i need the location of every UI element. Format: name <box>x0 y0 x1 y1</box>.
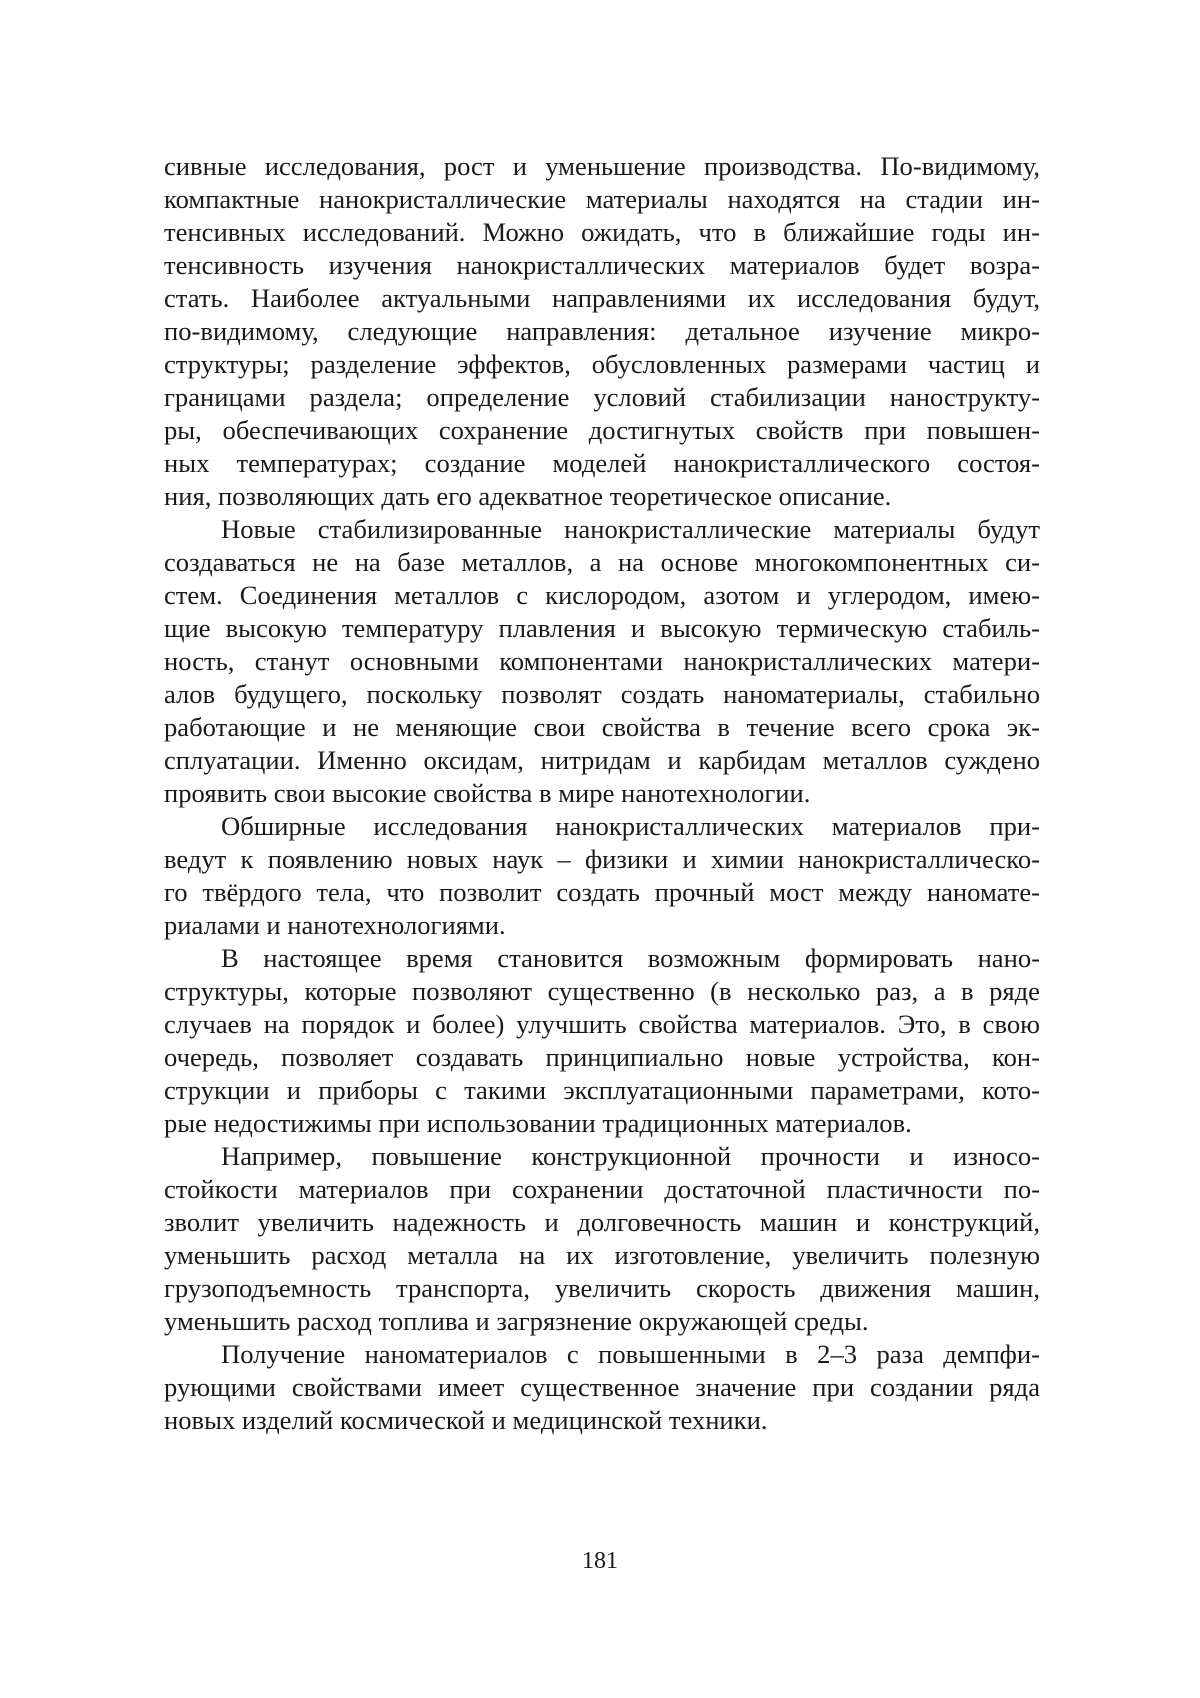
text-line: щие высокую температуру плавления и высокую термическую стабиль- <box>164 613 1040 643</box>
text-line: границами раздела; определение условий стабилизации нанострукту- <box>164 382 1040 412</box>
text-line: Например, повышение конструкционной прочности и износо- <box>221 1141 1040 1171</box>
page-body <box>164 150 1040 1437</box>
text-line: тенсивных исследований. Можно ожидать, что в ближайшие годы ин- <box>164 217 1040 247</box>
text-line: структуры; разделение эффектов, обусловленных размерами частиц и <box>164 349 1040 379</box>
text-line: уменьшить расход металла на их изготовление, увеличить полезную <box>164 1240 1040 1270</box>
text-line: по-видимому, следующие направления: детальное изучение микро- <box>164 316 1040 346</box>
text-line: уменьшить расход топлива и загрязнение окружающей среды. <box>164 1306 869 1336</box>
text-line: структуры, которые позволяют существенно (в несколько раз, а в ряде <box>164 976 1040 1006</box>
text-line: го твёрдого тела, что позволит создать прочный мост между наномате- <box>164 877 1040 907</box>
paragraph-4 <box>164 942 1040 1140</box>
text-line: зволит увеличить надежность и долговечность машин и конструкций, <box>164 1207 1040 1237</box>
text-line: В настоящее время становится возможным формировать нано- <box>221 943 1040 973</box>
paragraph-6 <box>164 1338 1040 1437</box>
text-line: рые недостижимы при использовании традиционных материалов. <box>164 1108 912 1138</box>
text-line: стать. Наиболее актуальными направлениями их исследования будут, <box>164 283 1040 313</box>
text-line: очередь, позволяет создавать принципиально новые устройства, кон- <box>164 1042 1040 1072</box>
text-line: алов будущего, поскольку позволят создать наноматериалы, стабильно <box>164 679 1040 709</box>
page-number: 181 <box>582 1548 618 1574</box>
text-line: создаваться не на базе металлов, а на основе многокомпонентных си- <box>164 547 1040 577</box>
text-line: ры, обеспечивающих сохранение достигнутых свойств при повышен- <box>164 415 1040 445</box>
text-line: Получение наноматериалов с повышенными в 2–3 раза демпфи- <box>221 1339 1040 1369</box>
text-line: работающие и не меняющие свои свойства в течение всего срока эк- <box>164 712 1040 742</box>
text-line: риалами и нанотехнологиями. <box>164 910 506 940</box>
text-line: Новые стабилизированные нанокристаллические материалы будут <box>221 514 1040 544</box>
text-line: тенсивность изучения нанокристаллических материалов будет возра- <box>164 250 1040 280</box>
text-line: сплуатации. Именно оксидам, нитридам и карбидам металлов суждено <box>164 745 1040 775</box>
text-line: случаев на порядок и более) улучшить свойства материалов. Это, в свою <box>164 1009 1040 1039</box>
text-line: Обширные исследования нанокристаллических материалов при- <box>221 811 1040 841</box>
text-line: ведут к появлению новых наук – физики и химии нанокристаллическо- <box>164 844 1040 874</box>
text-line: грузоподъемность транспорта, увеличить скорость движения машин, <box>164 1273 1040 1303</box>
text-line: ных температурах; создание моделей нанокристаллического состоя- <box>164 448 1040 478</box>
text-line: ность, станут основными компонентами нанокристаллических матери- <box>164 646 1040 676</box>
text-line: рующими свойствами имеет существенное значение при создании ряда <box>164 1372 1040 1402</box>
text-line: стем. Соединения металлов с кислородом, азотом и углеродом, имею- <box>164 580 1040 610</box>
text-line: проявить свои высокие свойства в мире нанотехнологии. <box>164 778 811 808</box>
text-line: стойкости материалов при сохранении достаточной пластичности по- <box>164 1174 1040 1204</box>
text-line: сивные исследования, рост и уменьшение производства. По-видимому, <box>164 151 1040 181</box>
paragraph-1 <box>164 150 1040 513</box>
paragraph-2 <box>164 513 1040 810</box>
text-line: струкции и приборы с такими эксплуатационными параметрами, кото- <box>164 1075 1040 1105</box>
text-line: компактные нанокристаллические материалы находятся на стадии ин- <box>164 184 1040 214</box>
paragraph-5 <box>164 1140 1040 1338</box>
text-line: ния, позволяющих дать его адекватное теоретическое описание. <box>164 481 892 511</box>
text-line: новых изделий космической и медицинской техники. <box>164 1405 768 1435</box>
paragraph-3 <box>164 810 1040 942</box>
